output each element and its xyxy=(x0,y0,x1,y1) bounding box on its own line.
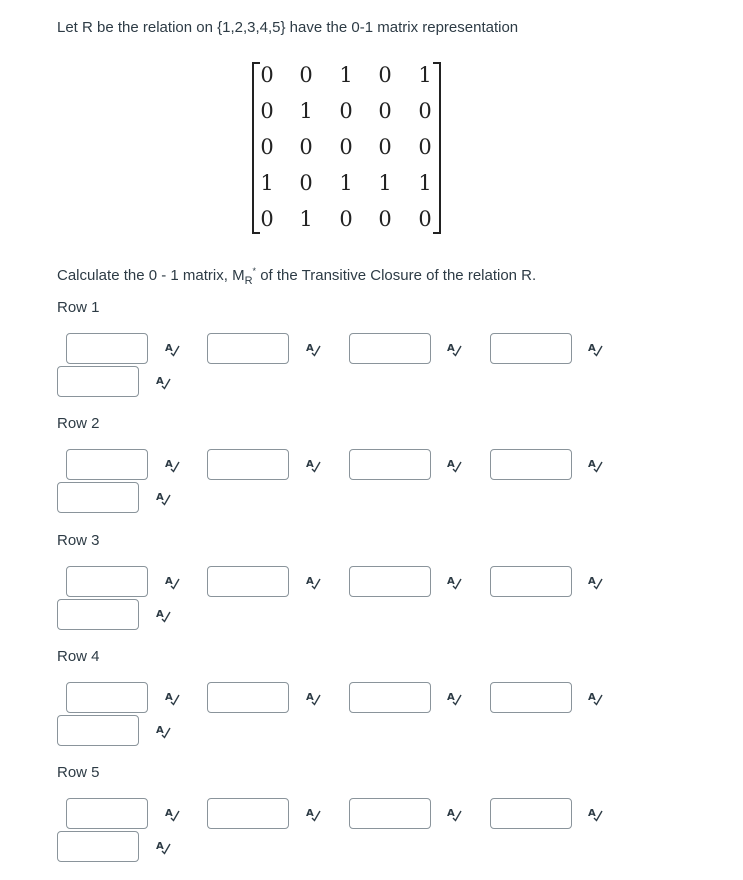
svg-text:A: A xyxy=(447,343,455,354)
question-subscript: R xyxy=(244,275,253,287)
answer-input[interactable] xyxy=(349,566,431,597)
row-label: Row 3 xyxy=(57,532,100,549)
svg-text:A: A xyxy=(165,343,173,354)
spellcheck-icon[interactable] xyxy=(305,690,321,706)
svg-text:A: A xyxy=(165,459,173,470)
spellcheck-icon[interactable] xyxy=(164,574,180,590)
spellcheck-icon[interactable] xyxy=(164,457,180,473)
matrix-cell: 1 xyxy=(339,171,353,195)
spellcheck-icon[interactable] xyxy=(164,806,180,822)
relation-matrix xyxy=(252,58,441,234)
svg-text:A: A xyxy=(447,692,455,703)
answer-input[interactable] xyxy=(349,798,431,829)
matrix-cell: 1 xyxy=(418,171,432,195)
answer-input[interactable] xyxy=(66,682,148,713)
spellcheck-icon[interactable] xyxy=(155,490,171,506)
matrix-cell: 1 xyxy=(418,63,432,87)
matrix-cell: 0 xyxy=(418,207,432,231)
row-label: Row 4 xyxy=(57,648,100,665)
spellcheck-icon[interactable] xyxy=(305,574,321,590)
answer-input[interactable] xyxy=(207,798,289,829)
spellcheck-icon[interactable] xyxy=(587,574,603,590)
spellcheck-icon[interactable] xyxy=(587,457,603,473)
spellcheck-icon[interactable] xyxy=(164,690,180,706)
row-label: Row 2 xyxy=(57,415,100,432)
spellcheck-icon[interactable] xyxy=(587,806,603,822)
answer-input[interactable] xyxy=(207,566,289,597)
svg-text:A: A xyxy=(306,576,314,587)
matrix-cell: 0 xyxy=(339,135,353,159)
spellcheck-icon[interactable] xyxy=(155,839,171,855)
spellcheck-icon[interactable] xyxy=(164,341,180,357)
spellcheck-icon[interactable] xyxy=(305,341,321,357)
svg-text:A: A xyxy=(306,808,314,819)
svg-text:A: A xyxy=(306,459,314,470)
answer-input[interactable] xyxy=(490,449,572,480)
matrix-cell: 1 xyxy=(260,171,274,195)
question-before: Calculate the 0 - 1 matrix, M xyxy=(57,267,245,284)
svg-text:A: A xyxy=(447,459,455,470)
answer-input[interactable] xyxy=(490,682,572,713)
answer-input[interactable] xyxy=(57,831,139,862)
spellcheck-icon[interactable] xyxy=(446,690,462,706)
answer-input[interactable] xyxy=(490,566,572,597)
svg-text:A: A xyxy=(588,692,596,703)
answer-input[interactable] xyxy=(490,333,572,364)
answer-input[interactable] xyxy=(349,682,431,713)
spellcheck-icon[interactable] xyxy=(446,341,462,357)
matrix-cell: 0 xyxy=(418,99,432,123)
svg-text:A: A xyxy=(306,343,314,354)
row-label: Row 5 xyxy=(57,764,100,781)
svg-text:A: A xyxy=(156,609,164,620)
answer-input[interactable] xyxy=(207,449,289,480)
svg-text:A: A xyxy=(165,576,173,587)
svg-text:A: A xyxy=(165,692,173,703)
row-label: Row 1 xyxy=(57,299,100,316)
matrix-cell: 0 xyxy=(339,99,353,123)
spellcheck-icon[interactable] xyxy=(587,341,603,357)
matrix-cell: 1 xyxy=(299,207,313,231)
question-after: of the Transitive Closure of the relation R. xyxy=(256,267,537,284)
spellcheck-icon[interactable] xyxy=(446,457,462,473)
matrix-cell: 0 xyxy=(339,207,353,231)
answer-input[interactable] xyxy=(66,449,148,480)
svg-text:A: A xyxy=(156,841,164,852)
answer-input[interactable] xyxy=(207,333,289,364)
spellcheck-icon[interactable] xyxy=(155,723,171,739)
question-text xyxy=(57,262,536,290)
answer-input[interactable] xyxy=(349,449,431,480)
question-superscript: * xyxy=(252,266,257,276)
spellcheck-icon[interactable] xyxy=(155,374,171,390)
matrix-cell: 0 xyxy=(260,99,274,123)
matrix-cell: 0 xyxy=(299,63,313,87)
spellcheck-icon[interactable] xyxy=(305,806,321,822)
svg-text:A: A xyxy=(447,576,455,587)
matrix-cell: 0 xyxy=(260,63,274,87)
matrix-cell: 1 xyxy=(299,99,313,123)
answer-input[interactable] xyxy=(57,715,139,746)
matrix-cell: 1 xyxy=(378,171,392,195)
svg-text:A: A xyxy=(588,459,596,470)
matrix-cell: 0 xyxy=(299,135,313,159)
matrix-cell: 0 xyxy=(299,171,313,195)
prompt-text: Let R be the relation on {1,2,3,4,5} have the 0-1 matrix representation xyxy=(57,19,519,36)
spellcheck-icon[interactable] xyxy=(446,806,462,822)
answer-input[interactable] xyxy=(57,482,139,513)
matrix-cell: 0 xyxy=(418,135,432,159)
spellcheck-icon[interactable] xyxy=(155,607,171,623)
svg-text:A: A xyxy=(165,808,173,819)
svg-text:A: A xyxy=(588,808,596,819)
matrix-cell: 0 xyxy=(378,99,392,123)
answer-input[interactable] xyxy=(57,366,139,397)
answer-input[interactable] xyxy=(66,333,148,364)
answer-input[interactable] xyxy=(207,682,289,713)
svg-text:A: A xyxy=(447,808,455,819)
svg-text:A: A xyxy=(588,343,596,354)
matrix-cell: 0 xyxy=(260,135,274,159)
answer-input[interactable] xyxy=(66,798,148,829)
spellcheck-icon[interactable] xyxy=(305,457,321,473)
matrix-cell: 1 xyxy=(339,63,353,87)
spellcheck-icon[interactable] xyxy=(446,574,462,590)
matrix-cell: 0 xyxy=(378,135,392,159)
answer-input[interactable] xyxy=(490,798,572,829)
svg-text:A: A xyxy=(306,692,314,703)
svg-text:A: A xyxy=(156,376,164,387)
answer-input[interactable] xyxy=(349,333,431,364)
svg-text:A: A xyxy=(156,492,164,503)
svg-text:A: A xyxy=(588,576,596,587)
svg-text:A: A xyxy=(156,725,164,736)
matrix-cell: 0 xyxy=(378,207,392,231)
matrix-cell: 0 xyxy=(378,63,392,87)
answer-input[interactable] xyxy=(66,566,148,597)
matrix-cell: 0 xyxy=(260,207,274,231)
spellcheck-icon[interactable] xyxy=(587,690,603,706)
answer-input[interactable] xyxy=(57,599,139,630)
